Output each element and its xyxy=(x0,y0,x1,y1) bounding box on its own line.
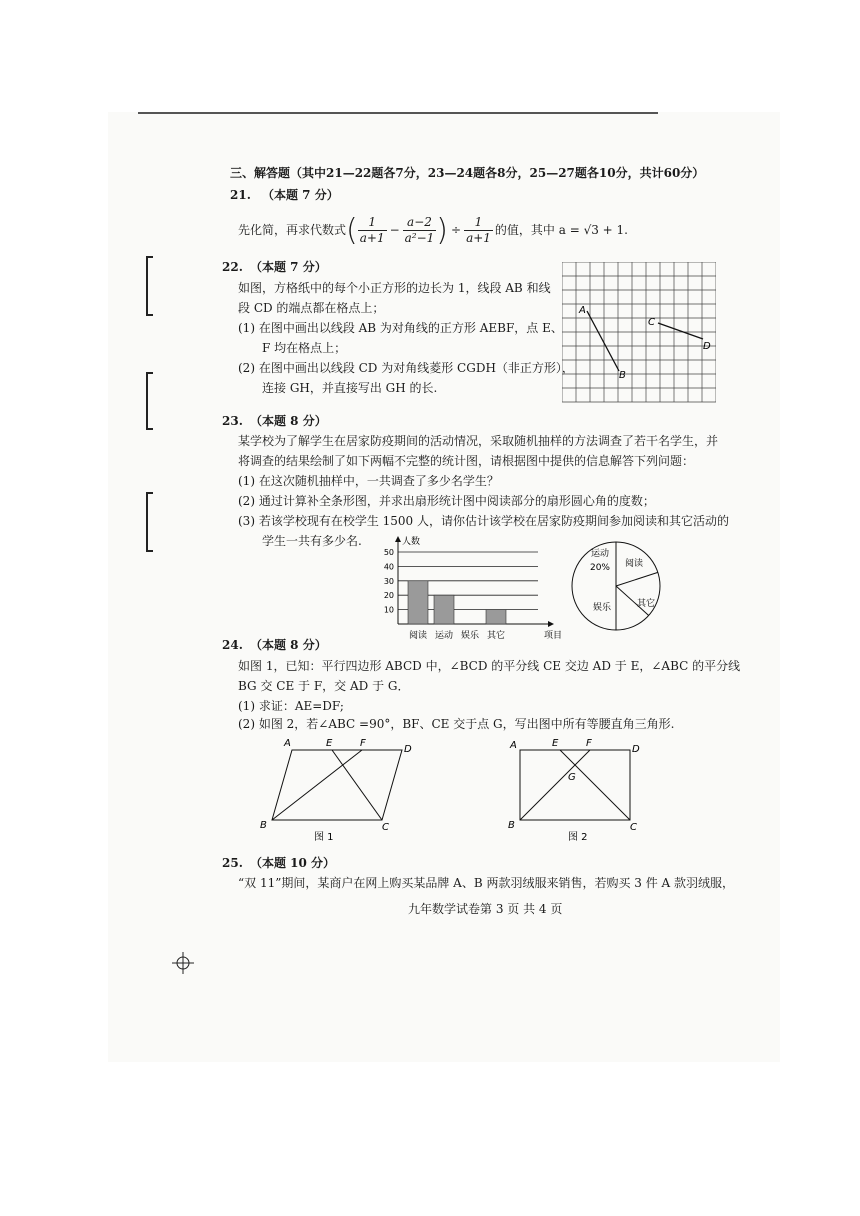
section-heading: 三、解答题（其中21—22题各7分，23—24题各8分，25—27题各10分，共计60分） xyxy=(230,166,705,180)
q21-expression: 先化简，再求代数式 ( $\frac{1}{a+1}$ − $\frac{a-2}{\text{a²−1}}$ ) ÷ $\frac{1}{a+1}$ 的值，其中 a = √3 + 1. xyxy=(238,212,628,248)
point-d-label: D xyxy=(703,341,711,352)
q23-line: (3) 若该学校现有在校学生 1500 人，请你估计该学校在居家防疫期间参加阅读和其它活动的 xyxy=(238,514,729,528)
point-a-label: A xyxy=(579,305,586,316)
figure-2-caption: 图 2 xyxy=(568,832,588,843)
segment-ab xyxy=(587,311,619,371)
pie-chart xyxy=(566,536,666,636)
figure-1-caption: 图 1 xyxy=(314,832,334,843)
q24-figure-2 xyxy=(504,734,654,844)
q24-points: （本题 8 分） xyxy=(250,638,327,652)
q21-suffix: 的值，其中 a = √3 + 1. xyxy=(494,222,628,237)
q22-line: 段 CD 的端点都在格点上； xyxy=(238,301,385,315)
svg-text:B: B xyxy=(508,820,515,831)
pie-slice-label: 运动 xyxy=(590,549,610,559)
y-tick-label: 40 xyxy=(383,562,394,572)
svg-text:G: G xyxy=(568,772,576,783)
registration-mark-icon xyxy=(172,952,194,974)
q25-points: （本题 10 分） xyxy=(250,856,336,870)
q21-fraction-2: $\frac{a-2}{\text{a²−1}}$ xyxy=(404,214,435,245)
q23-line: (1) 在这次随机抽样中，一共调查了多少名学生？ xyxy=(238,474,499,488)
q23-line: (2) 通过计算补全条形图，并求出扇形统计图中阅读部分的扇形圆心角的度数； xyxy=(238,494,655,508)
q24-part1: (1) 求证：AE=DF; xyxy=(238,699,344,713)
pie-slice-divider xyxy=(616,572,658,586)
svg-text:A: A xyxy=(510,740,517,751)
grid-lines xyxy=(562,262,716,402)
svg-text:C: C xyxy=(382,822,389,833)
q22-line: (2) 在图中画出以线段 CD 为对角线菱形 CGDH（非正方形）， xyxy=(238,361,574,375)
svg-text:D: D xyxy=(404,744,412,755)
q21-number: 21. xyxy=(230,188,251,202)
bar xyxy=(486,610,506,624)
svg-text:E: E xyxy=(326,738,333,749)
q22-line: 如图，方格纸中的每个小正方形的边长为 1，线段 AB 和线 xyxy=(238,281,551,295)
x-tick-label: 娱乐 xyxy=(460,631,480,641)
margin-bracket xyxy=(146,256,153,316)
q22-points: （本题 7 分） xyxy=(250,260,327,274)
q23-line: 将调查的结果绘制了如下两幅不完整的统计图，请根据图中提供的信息解答下列问题： xyxy=(238,454,695,468)
margin-bracket xyxy=(146,372,153,430)
q23-points: （本题 8 分） xyxy=(250,414,327,428)
svg-text:F: F xyxy=(586,738,592,749)
bar-chart xyxy=(364,534,564,642)
x-axis-arrow xyxy=(548,621,554,627)
q23-line: 某学校为了解学生在居家防疫期间的活动情况，采取随机抽样的方法调查了若干名学生，并 xyxy=(238,434,719,448)
q22-line: (1) 在图中画出以线段 AB 为对角线的正方形 AEBF，点 E、 xyxy=(238,321,563,335)
pie-slice-label: 娱乐 xyxy=(592,603,612,613)
pie-slice-label: 其它 xyxy=(636,599,656,609)
y-tick-label: 20 xyxy=(383,591,394,601)
x-tick-label: 阅读 xyxy=(408,631,428,641)
q24-number: 24. xyxy=(222,638,243,652)
x-tick-label: 其它 xyxy=(486,631,506,641)
svg-text:F: F xyxy=(360,738,366,749)
bar xyxy=(434,595,454,624)
q24-line: 如图 1，已知：平行四边形 ABCD 中，∠BCD 的平分线 CE 交边 AD 于 E，∠ABC 的平分线 xyxy=(238,659,741,673)
y-axis-arrow xyxy=(395,536,401,542)
y-tick-label: 10 xyxy=(383,605,394,615)
q23-line: 学生一共有多少名. xyxy=(262,534,362,548)
y-tick-label: 50 xyxy=(383,548,394,557)
segment-cd xyxy=(658,323,703,339)
svg-text:D: D xyxy=(632,744,640,755)
q22-line: 连接 GH，并直接写出 GH 的长. xyxy=(262,381,438,395)
q23-number: 23. xyxy=(222,414,243,428)
q25-number: 25. xyxy=(222,856,243,870)
pie-percent-label: 20% xyxy=(589,563,611,573)
q24-line: BG 交 CE 于 F，交 AD 于 G． xyxy=(238,679,410,693)
point-b-label: B xyxy=(619,370,626,381)
svg-text:E: E xyxy=(552,738,559,749)
x-tick-label: 运动 xyxy=(434,631,454,641)
q21-points: （本题 7 分） xyxy=(262,188,339,202)
q22-grid-figure xyxy=(562,262,716,408)
q21-fraction-1: $\frac{1}{a+1}$ xyxy=(359,214,385,245)
page-footer: 九年数学试卷第 3 页 共 4 页 xyxy=(408,902,563,916)
y-tick-label: 30 xyxy=(383,576,394,586)
svg-text:A: A xyxy=(284,738,291,749)
paren-close: ) xyxy=(436,212,449,248)
q24-figure-1 xyxy=(256,734,416,844)
bar xyxy=(408,581,428,624)
q21-fraction-3: $\frac{1}{a+1}$ xyxy=(466,214,491,245)
svg-text:B: B xyxy=(260,820,267,831)
q21-prefix: 先化简，再求代数式 xyxy=(238,222,347,237)
x-axis-label: 项目 xyxy=(544,631,563,641)
q24-part2: (2) 如图 2，若∠ABC =90°，BF、CE 交于点 G，写出图中所有等腰直角三角形. xyxy=(238,717,675,731)
page-top-rule xyxy=(138,112,658,114)
pie-slice-label: 阅读 xyxy=(624,559,644,569)
margin-bracket xyxy=(146,492,153,552)
y-axis-label: 人数 xyxy=(402,537,421,547)
q22-line: F 均在格点上； xyxy=(262,341,347,355)
svg-text:C: C xyxy=(630,822,637,833)
point-c-label: C xyxy=(648,317,655,328)
q25-line: “双 11”期间，某商户在网上购买某品牌 A、B 两款羽绒服来销售，若购买 3 件 A 款羽绒服， xyxy=(238,876,735,890)
q22-number: 22. xyxy=(222,260,243,274)
paren-open: ( xyxy=(346,212,358,248)
